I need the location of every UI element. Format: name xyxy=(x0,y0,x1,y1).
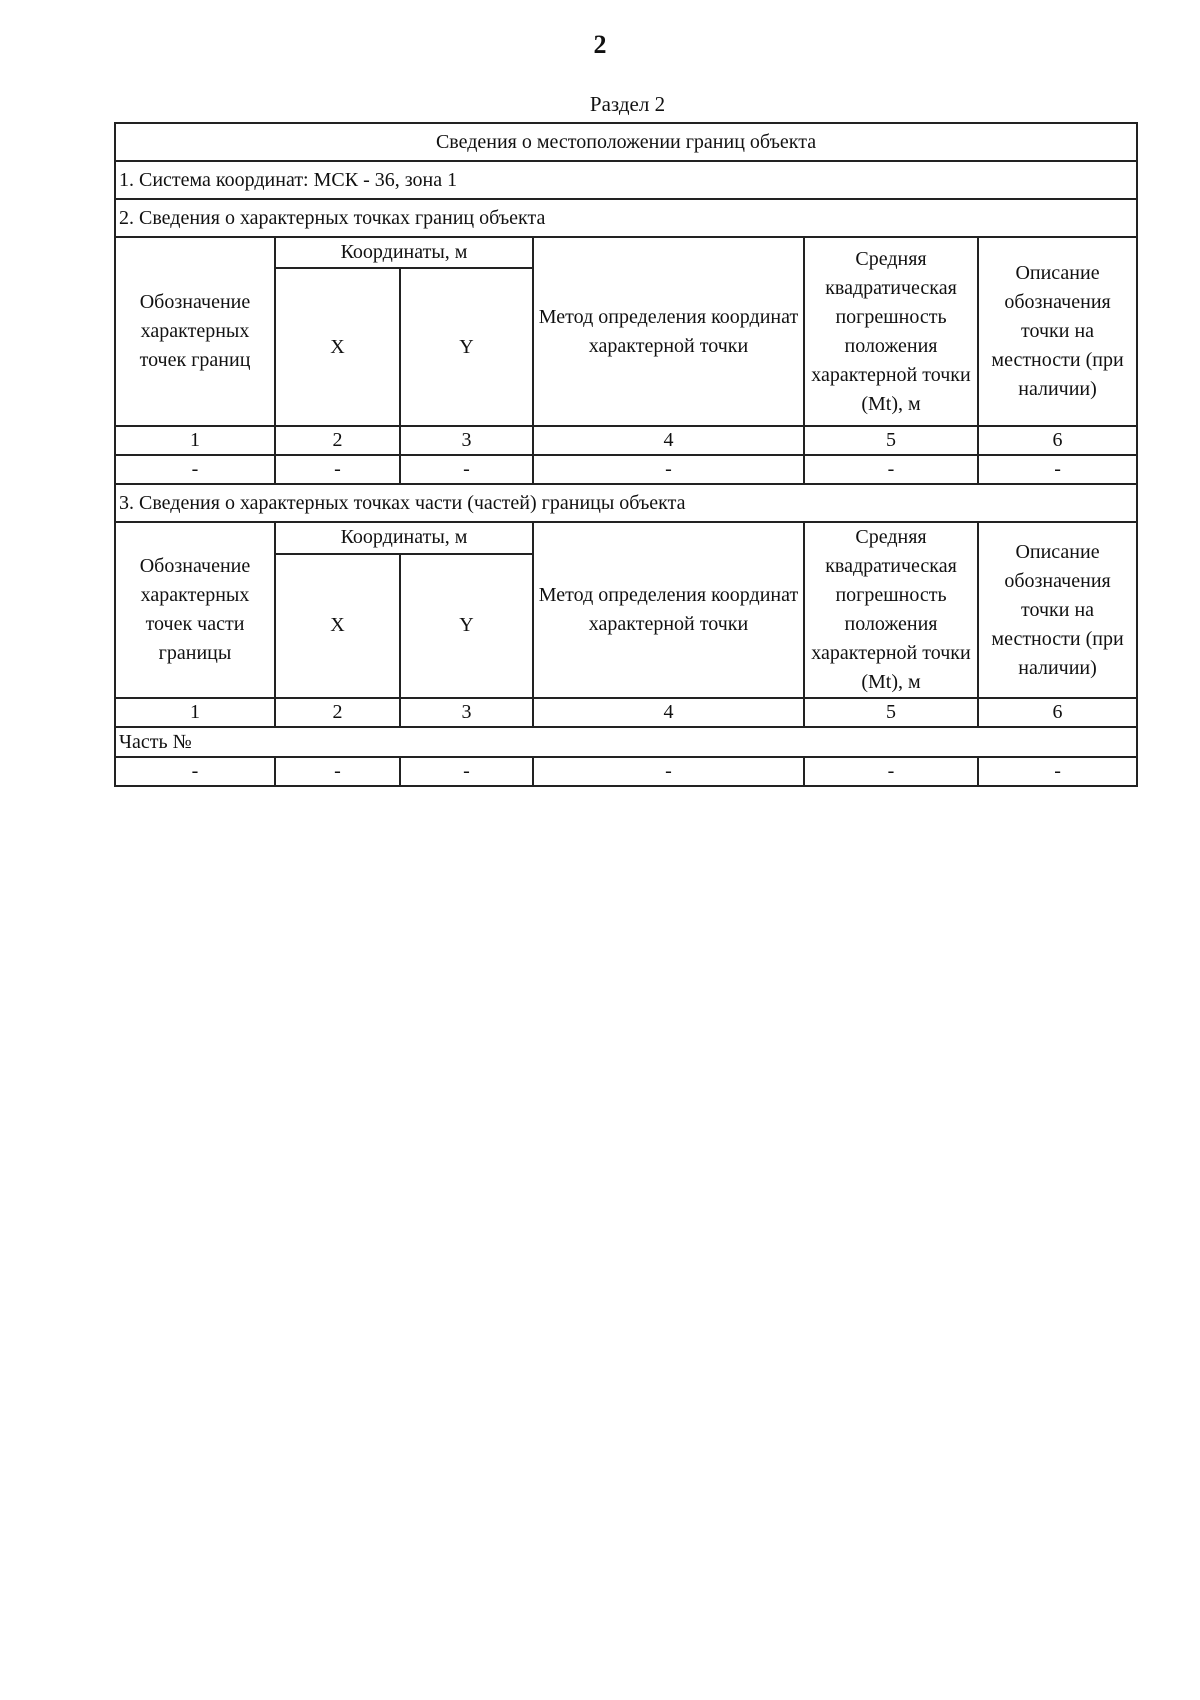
table-cell: - xyxy=(804,455,978,484)
column-number: 3 xyxy=(400,426,533,455)
coordinate-system: 1. Система координат: МСК - 36, зона 1 xyxy=(115,161,1137,199)
column-number: 3 xyxy=(400,698,533,727)
table-cell: - xyxy=(804,757,978,786)
table-cell: - xyxy=(533,757,804,786)
table-cell: - xyxy=(978,757,1137,786)
column-number: 6 xyxy=(978,698,1137,727)
column-number: 4 xyxy=(533,426,804,455)
table-cell: - xyxy=(275,757,400,786)
table-title-row xyxy=(115,123,1137,161)
part-label: Часть № xyxy=(115,727,1137,757)
column-number: 4 xyxy=(533,698,804,727)
boundary-table xyxy=(114,122,1138,787)
header-designation: Обозначение характерных точек части границы xyxy=(115,522,275,698)
header-x: X xyxy=(275,268,400,426)
page-number: 2 xyxy=(593,30,607,59)
block3-column-numbers xyxy=(115,698,1137,727)
header-y: Y xyxy=(400,554,533,698)
header-description: Описание обозначения точки на местности (при наличии) xyxy=(978,237,1137,426)
table-cell: - xyxy=(275,455,400,484)
block3-title: 3. Сведения о характерных точках части (частей) границы объекта xyxy=(115,484,1137,522)
header-error: Средняя квадратическая погрешность положения характерной точки (Mt), м xyxy=(804,522,978,698)
table-cell: - xyxy=(978,455,1137,484)
header-method: Метод определения координат характерной точки xyxy=(533,237,804,426)
table-cell: - xyxy=(400,455,533,484)
column-number: 2 xyxy=(275,698,400,727)
block2-column-numbers xyxy=(115,426,1137,455)
table-title: Сведения о местоположении границ объекта xyxy=(115,123,1137,161)
header-error: Средняя квадратическая погрешность положения характерной точки (Mt), м xyxy=(804,237,978,426)
table-cell: - xyxy=(533,455,804,484)
block2-header-row xyxy=(115,237,1137,268)
section-title: Раздел 2 xyxy=(589,92,666,116)
table-row xyxy=(115,757,1137,786)
table-cell: - xyxy=(400,757,533,786)
header-coordinates: Координаты, м xyxy=(275,237,533,268)
column-number: 2 xyxy=(275,426,400,455)
header-y: Y xyxy=(400,268,533,426)
column-number: 5 xyxy=(804,698,978,727)
table-cell: - xyxy=(115,757,275,786)
coordinate-system-row xyxy=(115,161,1137,199)
column-number: 1 xyxy=(115,698,275,727)
header-x: X xyxy=(275,554,400,698)
table-row xyxy=(115,455,1137,484)
header-description: Описание обозначения точки на местности (при наличии) xyxy=(978,522,1137,698)
block3-title-row xyxy=(115,484,1137,522)
header-designation: Обозначение характерных точек границ xyxy=(115,237,275,426)
column-number: 5 xyxy=(804,426,978,455)
header-coordinates: Координаты, м xyxy=(275,522,533,554)
block2-title-row xyxy=(115,199,1137,237)
block3-header-row xyxy=(115,522,1137,554)
block2-title: 2. Сведения о характерных точках границ объекта xyxy=(115,199,1137,237)
column-number: 1 xyxy=(115,426,275,455)
header-method: Метод определения координат характерной точки xyxy=(533,522,804,698)
table-cell: - xyxy=(115,455,275,484)
column-number: 6 xyxy=(978,426,1137,455)
part-row xyxy=(115,727,1137,757)
